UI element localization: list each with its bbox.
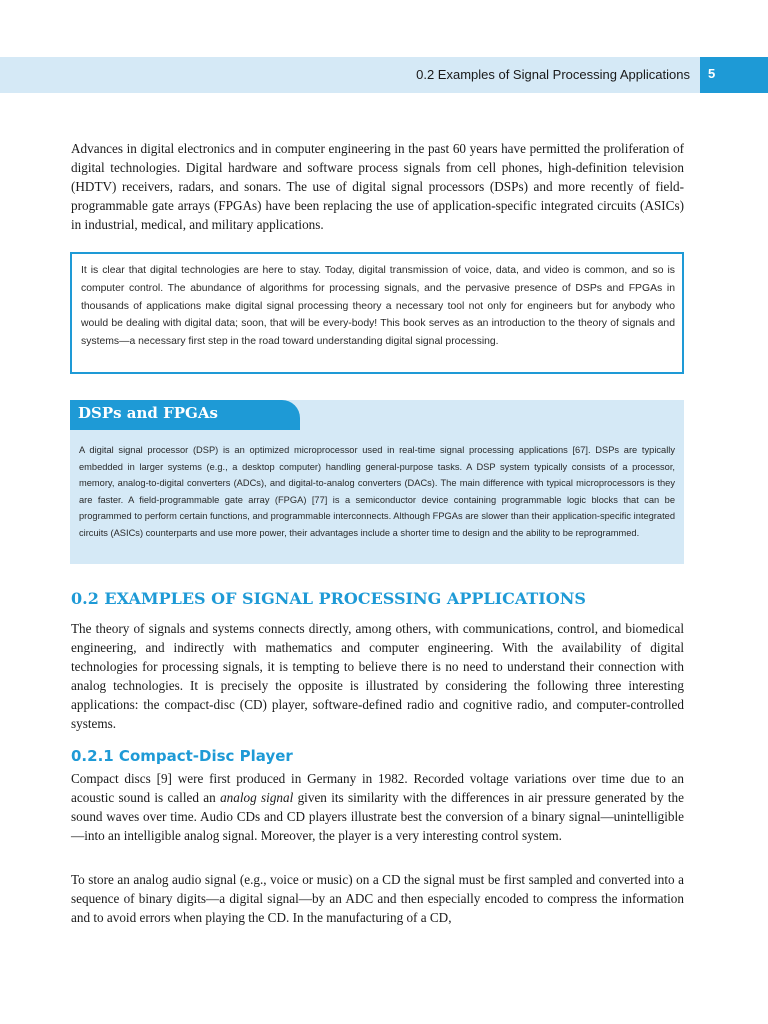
section-paragraph: The theory of signals and systems connects directly, among others, with communications, control, and biomedical engineering, and indirectly with mathematics and computer engineering. With the availability of digital technologies for processing signals, it is tempting to believe there is no need to understand their connection with analog technologies. It is precisely the opposite is illustrated by considering the following three interesting applications: the compact-disc (CD) player, software-defined radio and cognitive radio, and computer-controlled systems. bbox=[71, 621, 684, 731]
page-number: 5 bbox=[708, 66, 716, 81]
sidebar-text: A digital signal processor (DSP) is an optimized microprocessor used in real-time signal processing applications [67]. DSPs are typically embedded in larger systems (e.g., a desktop computer) handling general-purpose tasks. A DSP system typically consists of a processor, memory, analog-to-digital converters (ADCs), and digital-to-analog converters (DACs). The main difference with typical microprocessors is they are faster. A field-programmable gate array (FPGA) [77] is a semiconductor device containing programmable logic blocks that can be programmed to perform certain functions, and programmable interconnects. Although FPGAs are slower than their application-specific integrated circuits (ASICs) counterparts and use more power, their advantages include a shorter time to design and the ability to be reprogrammed. bbox=[79, 445, 675, 538]
boxed-note-text: It is clear that digital technologies are here to stay. Today, digital transmission of voice, data, and video is common, and so is computer control. The abundance of algorithms for processing signals, and the pervasive presence of DSPs and FPGAs in thousands of applications make digital signal processing theory a necessary tool not only for engineers but for anybody who would be dealing with digital data; soon, that will be every-body! This book serves as an introduction to the theory of signals and systems—a necessary first step in the road toward understanding digital signal processing. bbox=[81, 265, 675, 348]
sidebar-title: DSPs and FPGAs bbox=[78, 404, 218, 422]
subsection-paragraph-1 bbox=[71, 770, 684, 846]
p1-text-after: given its similarity with the differences in air pressure generated by the sound waves over time. Audio CDs and CD players illustrate best the conversion of a binary signal—unintelligible—into an intelligible analog signal. Moreover, the player is a very interesting control system. bbox=[71, 789, 684, 843]
sidebar-title-tab bbox=[70, 400, 300, 430]
p1-text-before: Compact discs [9] were first produced in Germany in 1982. Recorded voltage variations over time due to an acoustic sound is called an bbox=[71, 771, 684, 805]
section-heading: 0.2 EXAMPLES OF SIGNAL PROCESSING APPLICATIONS bbox=[71, 589, 586, 608]
page-number-box bbox=[700, 57, 768, 93]
p1-emphasis: analog signal bbox=[220, 789, 294, 805]
intro-paragraph: Advances in digital electronics and in computer engineering in the past 60 years have permitted the proliferation of digital technologies. Digital hardware and software process signals from cell phones, high-definition television (HDTV) receivers, radars, and sonars. The use of digital signal processors (DSPs) and more recently of field-programmable gate arrays (FPGAs) have been replacing the use of application-specific integrated circuits (ASICs) in industrial, medical, and military applications. bbox=[71, 141, 684, 232]
subsection-paragraph-2: To store an analog audio signal (e.g., voice or music) on a CD the signal must be first sampled and converted into a sequence of binary digits—a digital signal—by an ADC and then especially encoded to compress the information and to avoid errors when playing the CD. In the manufacturing of a CD, bbox=[71, 872, 684, 925]
subsection-heading: 0.2.1 Compact-Disc Player bbox=[71, 747, 293, 765]
boxed-note bbox=[70, 252, 684, 374]
sidebar-box bbox=[70, 400, 684, 564]
running-head: 0.2 Examples of Signal Processing Applications bbox=[416, 67, 690, 82]
